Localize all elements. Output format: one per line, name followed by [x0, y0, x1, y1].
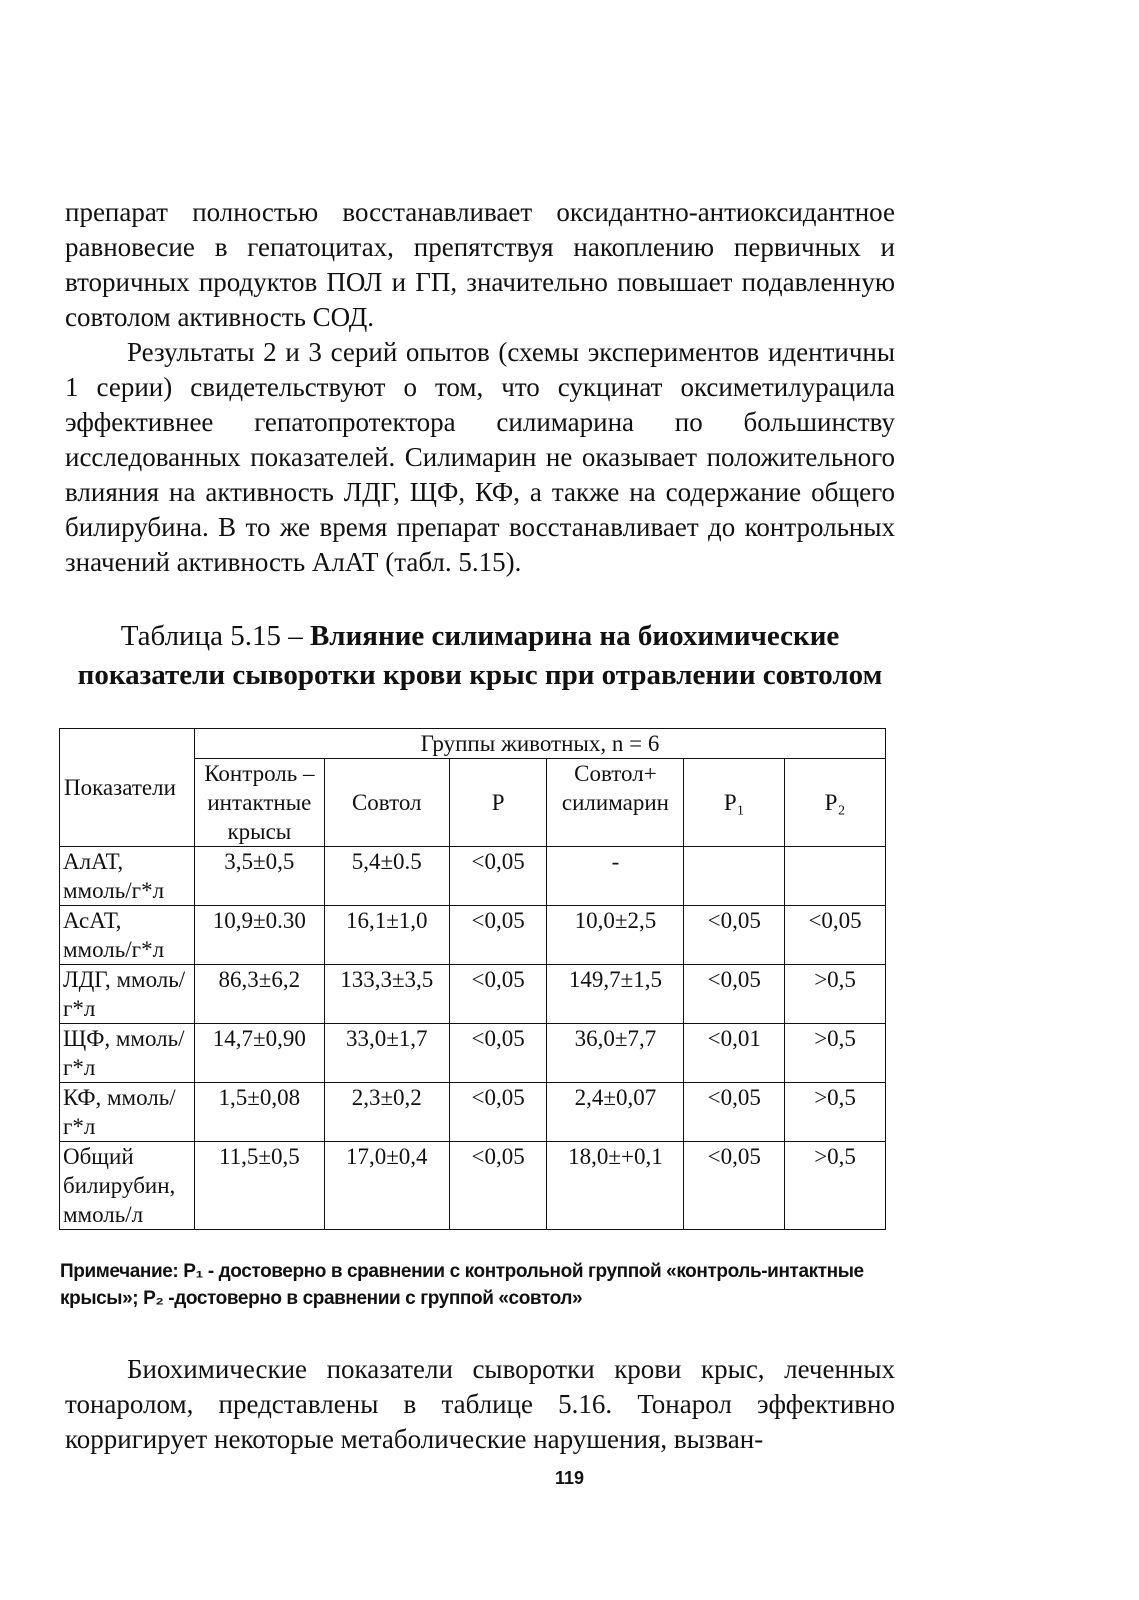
results-table [59, 728, 886, 1230]
table-cell: 133,3±3,5 [324, 965, 449, 1024]
table-cell: <0,05 [449, 965, 547, 1024]
page-content [60, 195, 895, 1457]
table-row [60, 906, 886, 965]
table-cell: 2,3±0,2 [324, 1083, 449, 1142]
table-cell: >0,5 [785, 1083, 886, 1142]
row-label: ЛДГ, ммоль/г*л [60, 965, 195, 1024]
col-header: P [449, 759, 547, 847]
table-row [60, 847, 886, 906]
table-cell: 5,4±0.5 [324, 847, 449, 906]
table-cell: <0,05 [684, 1083, 785, 1142]
table-caption-prefix: Таблица 5.15 – [120, 620, 310, 652]
table-cell: >0,5 [785, 1142, 886, 1230]
col-header: P₁ [684, 759, 785, 847]
table-caption-title: Влияние силимарина на биохимические показатели сыворотки крови крыс при отравлении совтолом [77, 620, 883, 691]
table-cell: - [547, 847, 684, 906]
table-cell: 17,0±0,4 [324, 1142, 449, 1230]
table-body [60, 847, 886, 1230]
table-cell: <0,05 [449, 1142, 547, 1230]
table-cell: 2,4±0,07 [547, 1083, 684, 1142]
table-note: Примечание: P₁ - достоверно в сравнении с контрольной группой «контроль-интактные крысы»; P₂ -достоверно в сравнении с группой «совтол» [60, 1261, 864, 1309]
col-header: Совтол+ силимарин [547, 759, 684, 847]
table-cell: <0,01 [684, 1024, 785, 1083]
table-row [60, 1142, 886, 1230]
table-cell: 10,9±0.30 [194, 906, 324, 965]
col-header: P₂ [785, 759, 886, 847]
paragraph-1: препарат полностью восстанавливает оксидантно-антиоксидантное равновесие в гепатоцитах, препятствуя накоплению первичных и вторичных продуктов ПОЛ и ГП, значительно повышает подавленную совтолом активность СОД. [65, 197, 895, 332]
row-label: АсАТ, ммоль/г*л [60, 906, 195, 965]
table-cell: 149,7±1,5 [547, 965, 684, 1024]
table-cell: 33,0±1,7 [324, 1024, 449, 1083]
paragraph-2: Результаты 2 и 3 серий опытов (схемы экспериментов идентичны 1 серии) свидетельствуют о том, что сукцинат оксиметилурацила эффективнее гепатопротектора силимарина по большинству исследованных показателей. Силимарин не оказывает положительного влияния на активность ЛДГ, ЩФ, КФ, а также на содержание общего билирубина. В то же время препарат восстанавливает до контрольных значений активность АлАТ (табл. 5.15). [65, 337, 895, 577]
table-cell: 16,1±1,0 [324, 906, 449, 965]
row-header: Показатели [60, 729, 195, 847]
table-row [60, 1083, 886, 1142]
table-cell: <0,05 [449, 1083, 547, 1142]
row-label: КФ, ммоль/г*л [60, 1083, 195, 1142]
table-cell: 11,5±0,5 [194, 1142, 324, 1230]
table-cell: 36,0±7,7 [547, 1024, 684, 1083]
table-row [60, 1024, 886, 1083]
table-cell: 1,5±0,08 [194, 1083, 324, 1142]
table-cell: 18,0±+0,1 [547, 1142, 684, 1230]
table-cell [684, 847, 785, 906]
table-cell: 86,3±6,2 [194, 965, 324, 1024]
paragraph-3: Биохимические показатели сыворотки крови крыс, леченных тонаролом, представлены в таблице 5.16. Тонарол эффективно корригирует некоторые метаболические нарушения, вызван- [65, 1354, 895, 1454]
table-cell: <0,05 [684, 1142, 785, 1230]
table-cell: <0,05 [785, 906, 886, 965]
table-cell: <0,05 [449, 1024, 547, 1083]
table-cell: 10,0±2,5 [547, 906, 684, 965]
row-label: ЩФ, ммоль/г*л [60, 1024, 195, 1083]
row-label: АлАТ, ммоль/г*л [60, 847, 195, 906]
table-cell: <0,05 [449, 847, 547, 906]
table-cell [785, 847, 886, 906]
table-cell: <0,05 [684, 965, 785, 1024]
table-cell: 14,7±0,90 [194, 1024, 324, 1083]
row-label: Общий билирубин, ммоль/л [60, 1142, 195, 1230]
table-cell: >0,5 [785, 1024, 886, 1083]
col-header: Контроль – интактные крысы [194, 759, 324, 847]
table-cell: 3,5±0,5 [194, 847, 324, 906]
page-number: 119 [554, 1468, 585, 1488]
group-header: Группы животных, n = 6 [194, 729, 885, 759]
table-row [60, 965, 886, 1024]
col-header: Совтол [324, 759, 449, 847]
table-cell: <0,05 [684, 906, 785, 965]
table-caption [65, 617, 895, 695]
table-cell: >0,5 [785, 965, 886, 1024]
table-cell: <0,05 [449, 906, 547, 965]
